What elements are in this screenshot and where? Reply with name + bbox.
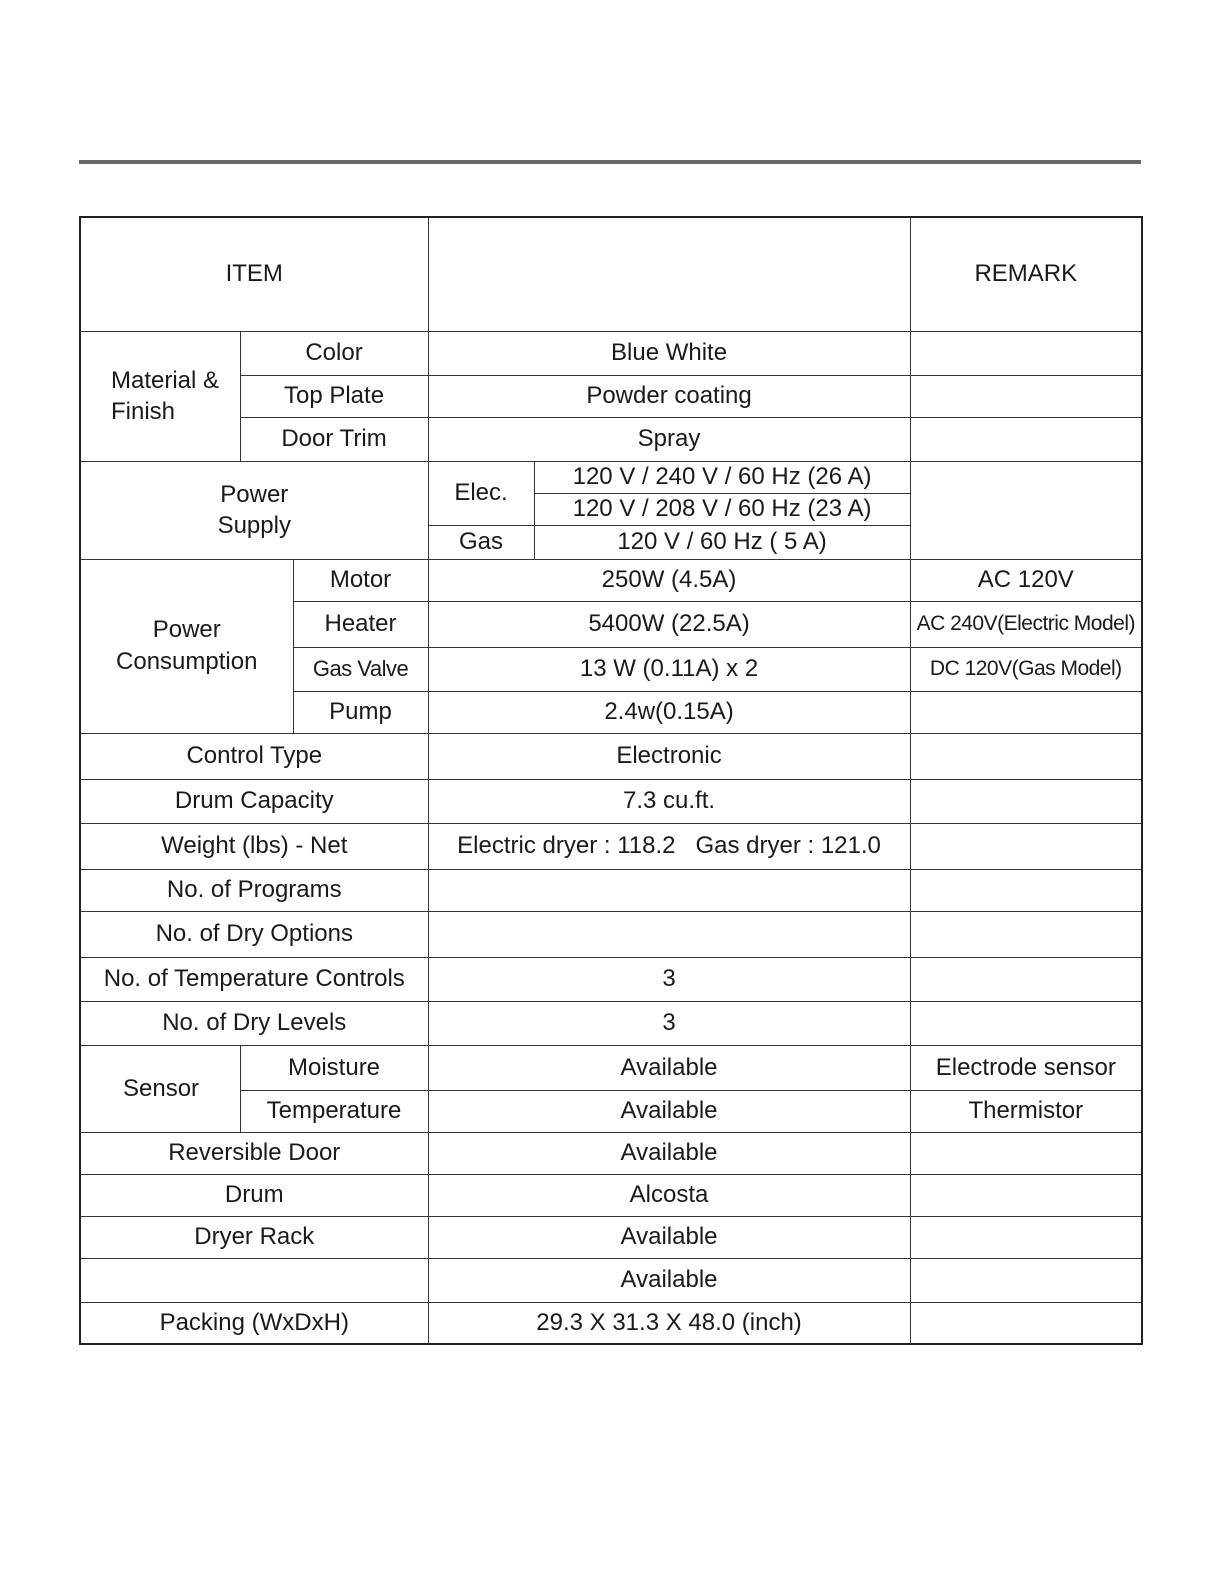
drum-value: Alcosta — [428, 1174, 910, 1216]
packing-label: Packing (WxDxH) — [80, 1302, 428, 1344]
programs-label: No. of Programs — [80, 869, 428, 911]
pump-value: 2.4w(0.15A) — [428, 691, 910, 733]
top-plate-value: Powder coating — [428, 375, 910, 417]
reversible-door-remark — [910, 1132, 1142, 1174]
dry-levels-label: No. of Dry Levels — [80, 1001, 428, 1045]
gas-valve-value: 13 W (0.11A) x 2 — [428, 647, 910, 691]
table-row — [80, 869, 1142, 911]
color-remark — [910, 331, 1142, 375]
gas-valve-label: Gas Valve — [293, 647, 428, 691]
dryer-rack-label: Dryer Rack — [80, 1216, 428, 1258]
drum-capacity-remark — [910, 779, 1142, 823]
dry-options-remark — [910, 911, 1142, 957]
power-consumption-group: Power Consumption — [80, 559, 293, 733]
drum-capacity-label: Drum Capacity — [80, 779, 428, 823]
table-row — [80, 779, 1142, 823]
header-item: ITEM — [80, 217, 428, 331]
dryer-rack-remark — [910, 1216, 1142, 1258]
material-finish-group: Material & Finish — [80, 331, 240, 461]
temperature-sensor-label: Temperature — [240, 1090, 428, 1132]
motor-value: 250W (4.5A) — [428, 559, 910, 601]
weight-label: Weight (lbs) - Net — [80, 823, 428, 869]
temperature-controls-value: 3 — [428, 957, 910, 1001]
heater-label: Heater — [293, 601, 428, 647]
color-value: Blue White — [428, 331, 910, 375]
control-type-value: Electronic — [428, 733, 910, 779]
moisture-label: Moisture — [240, 1045, 428, 1090]
heater-value: 5400W (22.5A) — [428, 601, 910, 647]
table-row — [80, 559, 1142, 601]
pump-remark — [910, 691, 1142, 733]
motor-remark: AC 120V — [910, 559, 1142, 601]
table-header-row — [80, 217, 1142, 331]
packing-remark — [910, 1302, 1142, 1344]
moisture-value: Available — [428, 1045, 910, 1090]
heater-remark: AC 240V(Electric Model) — [910, 601, 1142, 647]
color-label: Color — [240, 331, 428, 375]
specification-table — [79, 216, 1143, 1345]
control-type-label: Control Type — [80, 733, 428, 779]
table-row — [80, 957, 1142, 1001]
header-remark: REMARK — [910, 217, 1142, 331]
motor-label: Motor — [293, 559, 428, 601]
temperature-controls-remark — [910, 957, 1142, 1001]
elec-value-1: 120 V / 240 V / 60 Hz (26 A) — [534, 461, 910, 493]
door-trim-label: Door Trim — [240, 417, 428, 461]
table-row — [80, 1090, 1142, 1132]
reversible-door-value: Available — [428, 1132, 910, 1174]
top-plate-label: Top Plate — [240, 375, 428, 417]
programs-value — [428, 869, 910, 911]
blank-row-value: Available — [428, 1258, 910, 1302]
moisture-remark: Electrode sensor — [910, 1045, 1142, 1090]
door-trim-remark — [910, 417, 1142, 461]
dry-levels-value: 3 — [428, 1001, 910, 1045]
blank-row-label — [80, 1258, 428, 1302]
dry-levels-remark — [910, 1001, 1142, 1045]
table-row — [80, 1045, 1142, 1090]
pump-label: Pump — [293, 691, 428, 733]
table-row — [80, 1132, 1142, 1174]
sensor-group: Sensor — [80, 1045, 240, 1132]
table-row — [80, 733, 1142, 779]
dry-options-value — [428, 911, 910, 957]
table-row — [80, 1258, 1142, 1302]
temperature-sensor-remark: Thermistor — [910, 1090, 1142, 1132]
drum-label: Drum — [80, 1174, 428, 1216]
gas-valve-remark: DC 120V(Gas Model) — [910, 647, 1142, 691]
weight-value: Electric dryer : 118.2 Gas dryer : 121.0 — [428, 823, 910, 869]
drum-remark — [910, 1174, 1142, 1216]
control-type-remark — [910, 733, 1142, 779]
header-spec — [428, 217, 910, 331]
reversible-door-label: Reversible Door — [80, 1132, 428, 1174]
top-plate-remark — [910, 375, 1142, 417]
table-row — [80, 331, 1142, 375]
blank-row-remark — [910, 1258, 1142, 1302]
table-row — [80, 461, 1142, 493]
elec-label: Elec. — [428, 461, 534, 525]
table-row — [80, 1174, 1142, 1216]
dry-options-label: No. of Dry Options — [80, 911, 428, 957]
power-supply-group: Power Supply — [80, 461, 428, 559]
table-row — [80, 1302, 1142, 1344]
table-row — [80, 1001, 1142, 1045]
door-trim-value: Spray — [428, 417, 910, 461]
table-row — [80, 417, 1142, 461]
power-supply-remark — [910, 461, 1142, 559]
table-row — [80, 1216, 1142, 1258]
gas-value: 120 V / 60 Hz ( 5 A) — [534, 525, 910, 559]
gas-label: Gas — [428, 525, 534, 559]
temperature-controls-label: No. of Temperature Controls — [80, 957, 428, 1001]
temperature-sensor-value: Available — [428, 1090, 910, 1132]
table-row — [80, 823, 1142, 869]
table-row — [80, 911, 1142, 957]
top-horizontal-rule — [79, 160, 1141, 164]
packing-value: 29.3 X 31.3 X 48.0 (inch) — [428, 1302, 910, 1344]
dryer-rack-value: Available — [428, 1216, 910, 1258]
drum-capacity-value: 7.3 cu.ft. — [428, 779, 910, 823]
elec-value-2: 120 V / 208 V / 60 Hz (23 A) — [534, 493, 910, 525]
programs-remark — [910, 869, 1142, 911]
table-row — [80, 375, 1142, 417]
weight-remark — [910, 823, 1142, 869]
